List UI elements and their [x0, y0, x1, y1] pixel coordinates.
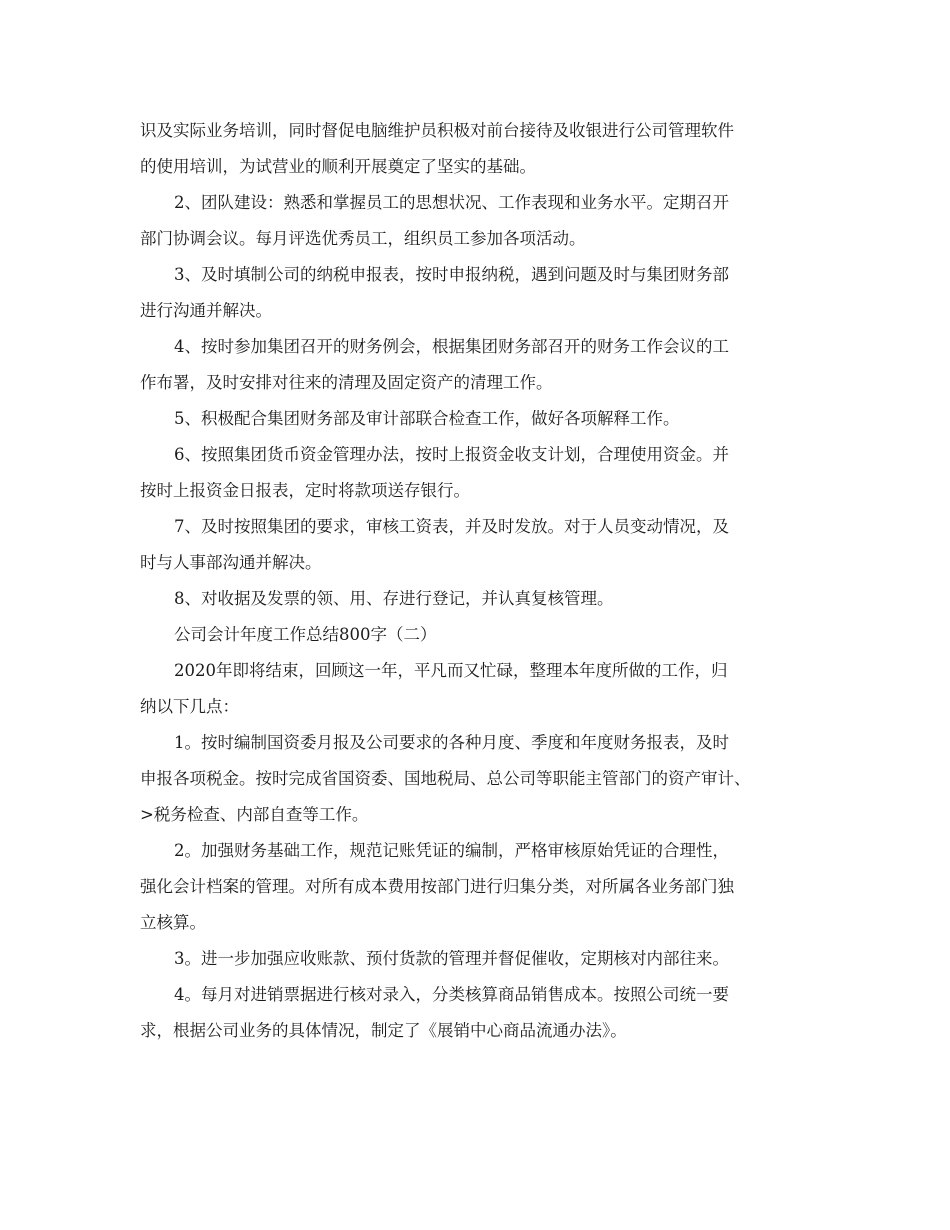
paragraph-first-line: 4。每月对进销票据进行核对录入，分类核算商品销售成本。按照公司统一要	[174, 985, 729, 1004]
paragraph-line: 求，根据公司业务的具体情况，制定了《展销中心商品流通办法》。	[140, 1021, 627, 1040]
paragraph-first-line: 1。按时编制国资委月报及公司要求的各种月度、季度和年度财务报表，及时	[174, 733, 729, 752]
paragraph-line: 按时上报资金日报表，定时将款项送存银行。	[140, 481, 470, 500]
paragraph-line: 识及实际业务培训，同时督促电脑维护员积极对前台接待及收银进行公司管理软件	[140, 121, 734, 140]
paragraph-line: 的使用培训，为试营业的顺利开展奠定了坚实的基础。	[140, 157, 536, 176]
paragraph-first-line: 2、团队建设：熟悉和掌握员工的思想状况、工作表现和业务水平。定期召开	[174, 193, 729, 212]
paragraph-first-line: 公司会计年度工作总结800字（二）	[174, 625, 437, 644]
paragraph-first-line: 4、按时参加集团召开的财务例会，根据集团财务部召开的财务工作会议的工	[174, 337, 729, 356]
paragraph-line: 立核算。	[140, 913, 206, 932]
paragraph-line: 进行沟通并解决。	[140, 301, 272, 320]
paragraph-first-line: 6、按照集团货币资金管理办法，按时上报资金收支计划，合理使用资金。并	[174, 445, 729, 464]
paragraph-first-line: 2。加强财务基础工作，规范记账凭证的编制，严格审核原始凭证的合理性，	[174, 841, 729, 860]
document-body	[140, 113, 830, 1049]
paragraph-first-line: 3。进一步加强应收账款、预付货款的管理并督促催收，定期核对内部往来。	[174, 949, 729, 968]
paragraph-line: 纳以下几点：	[140, 697, 239, 716]
paragraph-line: 作布署，及时安排对往来的清理及固定资产的清理工作。	[140, 373, 553, 392]
paragraph-first-line: 5、积极配合集团财务部及审计部联合检查工作，做好各项解释工作。	[174, 409, 680, 428]
paragraph-first-line: 7、及时按照集团的要求，审核工资表，并及时发放。对于人员变动情况，及	[174, 517, 729, 536]
paragraph-line: >税务检查、内部自查等工作。	[140, 805, 369, 824]
paragraph-first-line: 2020年即将结束，回顾这一年，平凡而又忙碌，整理本年度所做的工作，归	[174, 661, 728, 680]
paragraph-first-line: 3、及时填制公司的纳税申报表，按时申报纳税，遇到问题及时与集团财务部	[174, 265, 729, 284]
paragraph-line: 申报各项税金。按时完成省国资委、国地税局、总公司等职能主管部门的资产审计、	[140, 769, 751, 788]
paragraph-line: 强化会计档案的管理。对所有成本费用按部门进行归集分类，对所属各业务部门独	[140, 877, 734, 896]
paragraph-line: 部门协调会议。每月评选优秀员工，组织员工参加各项活动。	[140, 229, 586, 248]
paragraph-line: 时与人事部沟通并解决。	[140, 553, 322, 572]
paragraph-first-line: 8、对收据及发票的领、用、存进行登记，并认真复核管理。	[174, 589, 614, 608]
